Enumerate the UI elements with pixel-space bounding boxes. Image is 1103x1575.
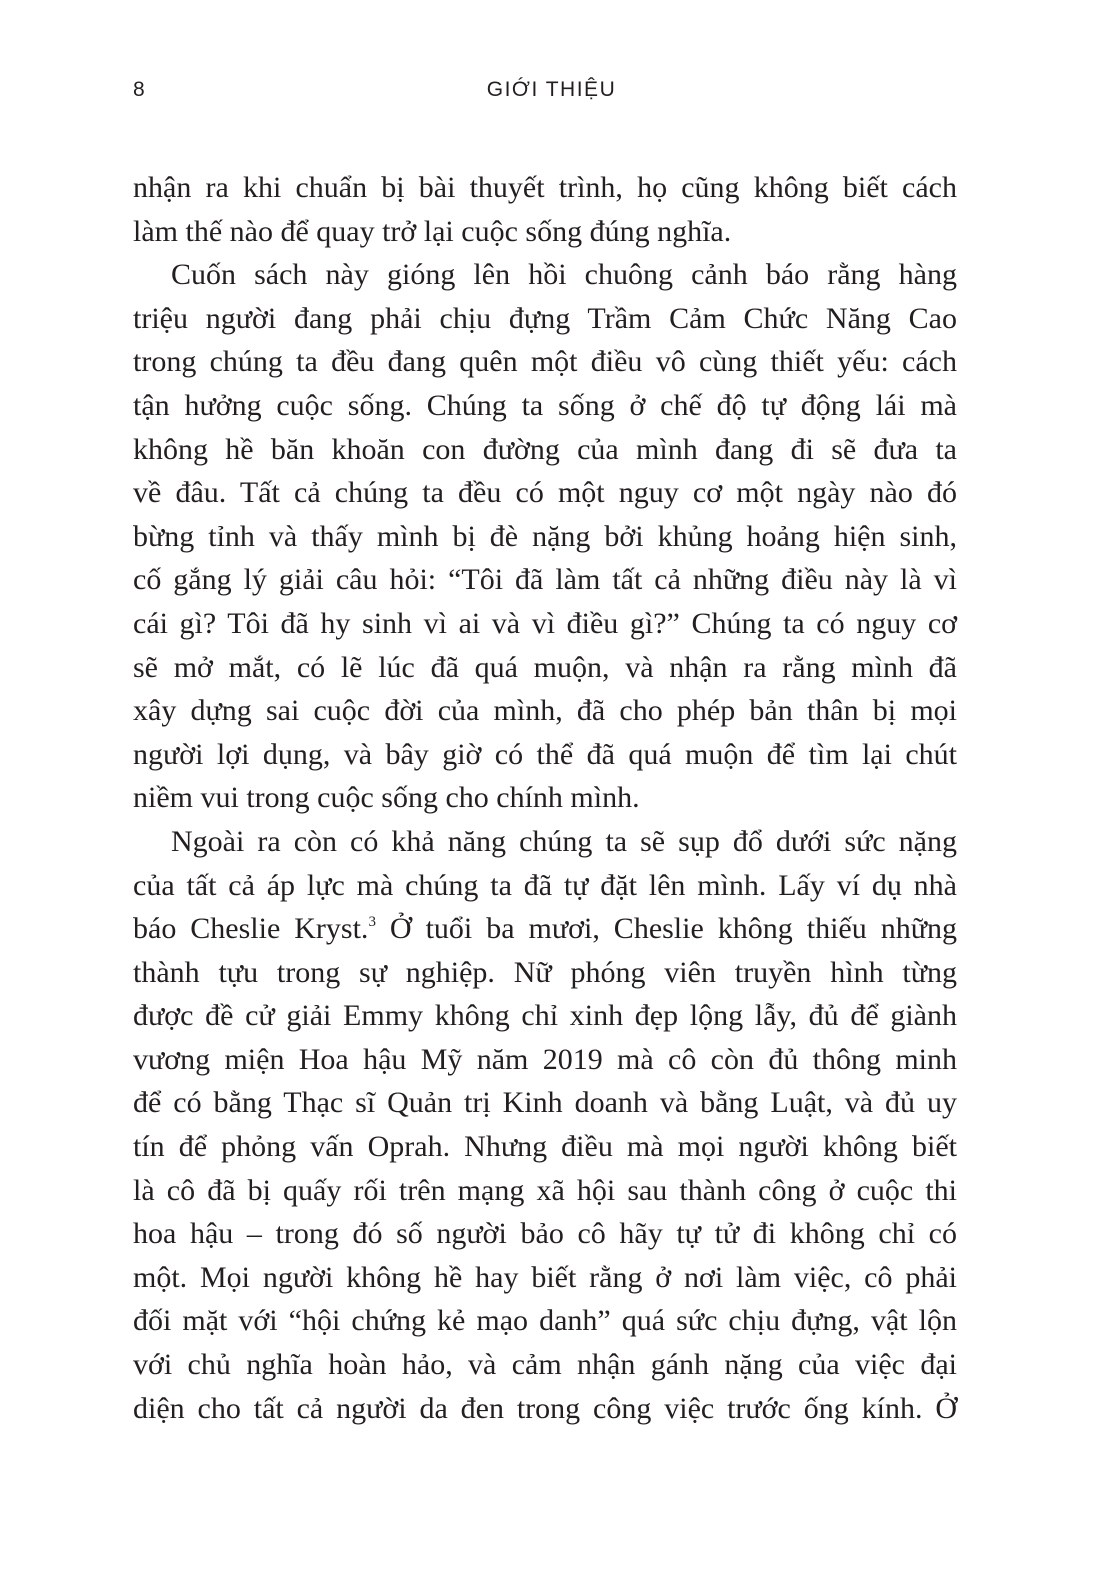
text-line: Ngoài ra còn có khả năng chúng ta sẽ sụp đổ dưới sức nặng: [171, 824, 957, 858]
text-line-with-footnote: [133, 907, 957, 951]
page-number: 8: [133, 78, 145, 101]
text-line: được đề cử giải Emmy không chỉ xinh đẹp lộng lẫy, đủ để giành: [133, 999, 957, 1033]
text-line: nhận ra khi chuẩn bị bài thuyết trình, họ cũng không biết cách: [133, 171, 957, 204]
text-line: xây dựng sai cuộc đời của mình, đã cho phép bản thân bị mọi: [133, 694, 957, 728]
text-line: người lợi dụng, và bây giờ có thể đã quá muộn để tìm lại chút: [133, 737, 957, 771]
text-line: làm thế nào để quay trở lại cuộc sống đúng nghĩa.: [133, 214, 732, 248]
paragraph-3: [133, 820, 957, 1430]
text-line: một. Mọi người không hề hay biết rằng ở nơi làm việc, cô phải: [133, 1260, 957, 1294]
footnote-marker: 3: [368, 914, 376, 931]
text-line: cố gắng lý giải câu hỏi: “Tôi đã làm tất cả những điều này là vì: [133, 563, 957, 597]
paragraph-2: [133, 253, 957, 820]
text-line: niềm vui trong cuộc sống cho chính mình.: [133, 781, 640, 815]
text-line: bừng tỉnh và thấy mình bị đè nặng bởi khủng hoảng hiện sinh,: [133, 519, 957, 553]
text-line: triệu người đang phải chịu đựng Trầm Cảm Chức Năng Cao: [133, 301, 957, 335]
text-line: trong chúng ta đều đang quên một điều vô cùng thiết yếu: cách: [133, 345, 957, 379]
text-line: đối mặt với “hội chứng kẻ mạo danh” quá sức chịu đựng, vật lộn: [133, 1304, 957, 1338]
paragraph-1: [133, 166, 957, 253]
section-title: GIỚI THIỆU: [486, 78, 617, 101]
text-line: không hề băn khoăn con đường của mình đang đi sẽ đưa ta: [133, 432, 957, 466]
body-text: [133, 166, 957, 1430]
text-line: diện cho tất cả người da đen trong công việc trước ống kính. Ở: [133, 1391, 957, 1425]
text-line: cái gì? Tôi đã hy sinh vì ai và vì điều gì?” Chúng ta có nguy cơ: [133, 606, 957, 640]
text-line: để có bằng Thạc sĩ Quản trị Kinh doanh và bằng Luật, và đủ uy: [133, 1086, 957, 1120]
text-line: với chủ nghĩa hoàn hảo, và cảm nhận gánh nặng của việc đại: [133, 1348, 957, 1382]
text-line: sẽ mở mắt, có lẽ lúc đã quá muộn, và nhận ra rằng mình đã: [133, 650, 957, 684]
text-line: vương miện Hoa hậu Mỹ năm 2019 mà cô còn đủ thông minh: [133, 1042, 957, 1076]
text-line: tận hưởng cuộc sống. Chúng ta sống ở chế độ tự động lái mà: [133, 388, 957, 422]
text-line: thành tựu trong sự nghiệp. Nữ phóng viên truyền hình từng: [133, 955, 957, 989]
text-line: tín để phỏng vấn Oprah. Nhưng điều mà mọi người không biết: [133, 1130, 957, 1164]
text-line: là cô đã bị quấy rối trên mạng xã hội sau thành công ở cuộc thi: [133, 1173, 957, 1207]
text-line: Cuốn sách này gióng lên hồi chuông cảnh báo rằng hàng: [171, 258, 957, 292]
text-segment: Ở tuổi ba mươi, Cheslie không thiếu những: [375, 912, 957, 946]
text-line: của tất cả áp lực mà chúng ta đã tự đặt lên mình. Lấy ví dụ nhà: [133, 868, 957, 902]
text-line: về đâu. Tất cả chúng ta đều có một nguy cơ một ngày nào đó: [133, 476, 957, 510]
text-segment: báo Cheslie Kryst.: [133, 912, 369, 946]
text-line: hoa hậu – trong đó số người bảo cô hãy tự tử đi không chỉ có: [133, 1217, 957, 1251]
running-header: [0, 78, 1103, 110]
